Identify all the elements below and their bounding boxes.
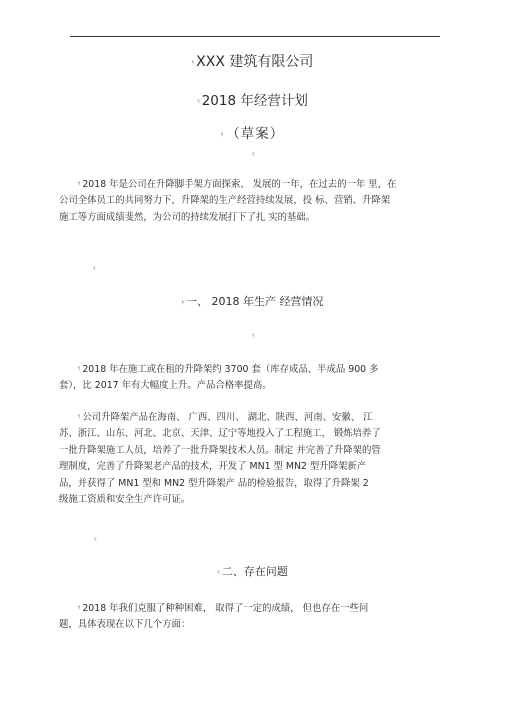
empty-paragraph-mark-icon: ¶: [94, 537, 97, 542]
section-1-paragraph-2: [59, 409, 444, 509]
text-line: ¶ 2018 年在施工或在租的升降架约 3700 套（库存成品、半成品 900 多: [77, 363, 379, 375]
paragraph-mark-icon: ¶: [181, 299, 185, 305]
section-2-heading: ¶ 二、存在问题: [217, 565, 288, 578]
text-line: 公司全体员工的共同努力下，升降架的生产经营持续发展，投 标、营销、升降架: [59, 195, 391, 207]
text-line: 品，并获得了 MN1 型和 MN2 型升降架产 品的检验报告，取得了升降架 2: [59, 477, 369, 489]
paragraph-mark-icon: ¶: [217, 569, 220, 575]
paragraph-mark-icon: ¶: [77, 414, 81, 419]
text-line: ¶ 2018 年我们克服了种种困难， 取得了一定的成绩， 但也存在一些问: [77, 602, 369, 614]
text-line: ¶ 2018 年是公司在升降脚手架方面探索、 发展的一年，在过去的一年 里，在: [77, 178, 397, 190]
empty-paragraph-mark-icon: ¶: [252, 152, 255, 157]
plan-title: ¶ 2018 年经营计划: [197, 93, 308, 109]
draft-label: ¶ （草案）: [220, 126, 285, 142]
text-line: 理制度，完善了升降架老产品的技术，开发了 MN1 型 MN2 型升降架新产: [59, 461, 367, 473]
text-line: 级施工资质和安全生产许可证。: [59, 494, 191, 506]
text-line: 苏、浙江、山东、河北、北京、天津、辽宁等地投入了工程施工， 锻炼培养了: [59, 428, 381, 440]
paragraph-mark-icon: ¶: [77, 181, 81, 186]
text-line: 一批升降架施工人员，培养了一批升降架技术人员。制定 并完善了升降架的管: [59, 444, 381, 456]
section-2-paragraph-1: [59, 600, 444, 634]
section-1-heading: ¶ 一、 2018 年生产 经营情况: [181, 295, 324, 308]
paragraph-mark-icon: ¶: [220, 131, 225, 137]
intro-paragraph: [59, 176, 444, 226]
empty-paragraph-mark-icon: ¶: [93, 266, 96, 271]
text-line: 套），比 2017 年有大幅度上升。产品合格率提高。: [59, 380, 272, 392]
paragraph-mark-icon: ¶: [191, 59, 195, 65]
company-title: ¶ XXX 建筑有限公司: [191, 54, 314, 70]
empty-paragraph-mark-icon: ¶: [252, 333, 255, 338]
text-line: 施工等方面成绩斐然，为公司的持续发展打下了扎 实的基础。: [59, 211, 316, 223]
paragraph-mark-icon: ¶: [197, 98, 200, 104]
text-line: 题，具体表现在以下几个方面：: [59, 619, 191, 631]
section-1-paragraph-1: [59, 361, 444, 395]
text-line: ¶ 公司升降架产品在海南、 广西、四川、 湖北、陕西、河南、安徽、 江: [77, 411, 373, 423]
paragraph-mark-icon: ¶: [77, 605, 81, 610]
paragraph-mark-icon: ¶: [77, 366, 81, 371]
header-rule: [70, 36, 440, 37]
